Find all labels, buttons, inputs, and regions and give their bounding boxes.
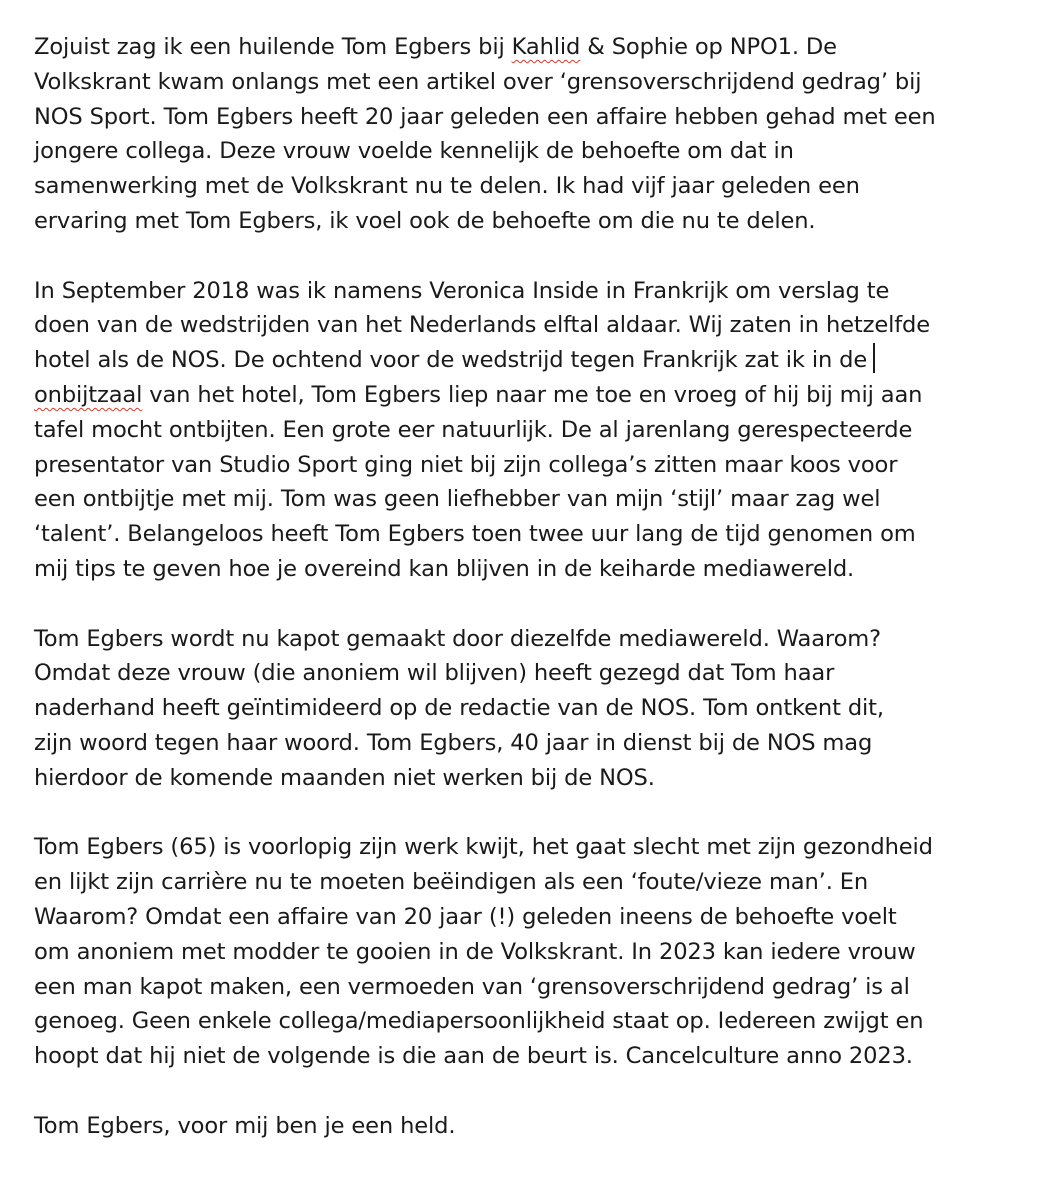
paragraph [34,830,1024,1074]
text-run: & Sophie op NPO1. De [580,34,837,60]
paragraph [34,1109,1024,1144]
text-line: Omdat deze vrouw (die anoniem wil blijven) heeft gezegd dat Tom haar [34,660,835,687]
text-line: Tom Egbers, voor mij ben je een held. [34,1112,456,1139]
text-line: een man kapot maken, een vermoeden van ‘grensoverschrijdend gedrag’ is al [34,973,910,1000]
text-line: presentator van Studio Sport ging niet bij zijn collega’s zitten maar koos voor [34,451,898,478]
text-line: ervaring met Tom Egbers, ik voel ook de behoefte om die nu te delen. [34,207,816,234]
spellcheck-flagged-word[interactable]: Kahlid [511,34,581,60]
text-line [34,343,1024,378]
paragraph [34,622,1024,796]
text-line [34,30,1024,65]
text-line: Waarom? Omdat een affaire van 20 jaar (!) geleden ineens de behoefte voelt [34,903,897,930]
text-line: om anoniem met modder te gooien in de Volkskrant. In 2023 kan iedere vrouw [34,938,916,965]
paragraph [34,30,1024,239]
text-line: samenwerking met de Volkskrant nu te delen. Ik had vijf jaar geleden een [34,173,860,200]
text-line: ‘talent’. Belangeloos heeft Tom Egbers toen twee uur lang de tijd genomen om [34,521,916,548]
text-line: genoeg. Geen enkele collega/mediapersoonlijkheid staat op. Iedereen zwijgt en [34,1008,924,1035]
text-run: Zojuist zag ik een huilende Tom Egbers bij [34,34,512,60]
text-line: Tom Egbers (65) is voorlopig zijn werk kwijt, het gaat slecht met zijn gezondheid [34,834,933,861]
text-line: naderhand heeft geïntimideerd op de redactie van de NOS. Tom ontkent dit, [34,695,884,722]
text-line: In September 2018 was ik namens Veronica Inside in Frankrijk om verslag te [34,277,890,304]
text-line: Tom Egbers wordt nu kapot gemaakt door diezelfde mediawereld. Waarom? [34,625,881,652]
spellcheck-flagged-word[interactable]: onbijtzaal [34,381,143,408]
document-body[interactable] [34,30,1024,1178]
text-line: Volkskrant kwam onlangs met een artikel over ‘grensoverschrijdend gedrag’ bij [34,68,922,95]
text-line: NOS Sport. Tom Egbers heeft 20 jaar geleden een affaire hebben gehad met een [34,103,936,130]
text-line: hierdoor de komende maanden niet werken bij de NOS. [34,764,655,791]
text-line: een ontbijtje met mij. Tom was geen liefhebber van mijn ‘stijl’ maar zag wel [34,486,881,513]
text-run: van het hotel, Tom Egbers liep naar me toe en vroeg of hij bij mij aan [142,381,923,408]
text-cursor [873,343,875,373]
paragraph [34,274,1024,587]
text-line: doen van de wedstrijden van het Nederlands elftal aldaar. Wij zaten in hetzelfde [34,312,930,339]
text-line: mij tips te geven hoe je overeind kan blijven in de keiharde mediawereld. [34,555,855,582]
text-run: hotel als de NOS. De ochtend voor de wedstrijd tegen Frankrijk zat ik in de [34,347,868,374]
text-line [34,378,1024,413]
text-line: hoopt dat hij niet de volgende is die aan de beurt is. Cancelculture anno 2023. [34,1043,913,1070]
text-line: jongere collega. Deze vrouw voelde kennelijk de behoefte om dat in [34,138,794,165]
text-line: zijn woord tegen haar woord. Tom Egbers, 40 jaar in dienst bij de NOS mag [34,729,873,756]
text-line: en lijkt zijn carrière nu te moeten beëindigen als een ‘foute/vieze man’. En [34,869,869,896]
text-line: tafel mocht ontbijten. Een grote eer natuurlijk. De al jarenlang gerespecteerde [34,416,913,443]
